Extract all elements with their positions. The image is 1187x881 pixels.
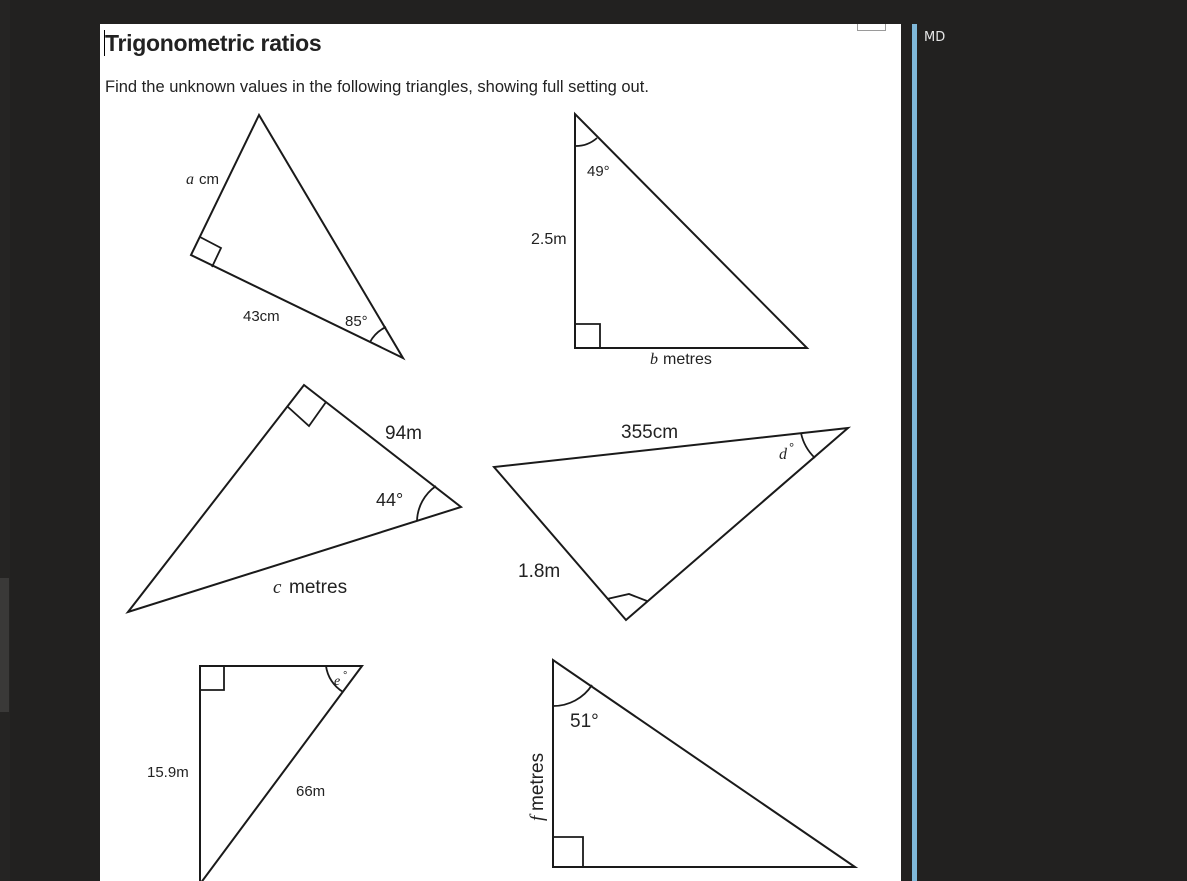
triangle-4 (494, 428, 848, 620)
t6-side-var: f (527, 815, 548, 821)
t5-angle-var: e (334, 674, 341, 689)
t1-side-unit: cm (199, 171, 219, 188)
t3-side-unit: metres (289, 577, 348, 598)
t2-side-known: 2.5m (531, 231, 567, 248)
triangle-1 (191, 115, 403, 358)
t3-side-known: 94m (385, 423, 422, 444)
t4-side-known: 355cm (621, 422, 679, 443)
side-panel (917, 24, 1187, 881)
left-scrollbar-thumb[interactable] (0, 578, 9, 712)
document-page (100, 24, 901, 881)
t2-angle: 49° (587, 163, 610, 180)
triangle-2 (575, 114, 807, 348)
page-title: Trigonometric ratios (105, 30, 322, 56)
t2-side-unit: metres (663, 351, 712, 368)
t5-side-known: 15.9m (147, 764, 189, 781)
t4-side-known2: 1.8m (518, 561, 561, 582)
triangle-6 (553, 660, 855, 867)
t5-degree: ° (343, 670, 348, 682)
left-gutter (0, 0, 10, 881)
t6-side-unit: metres (527, 752, 548, 811)
t1-angle: 85° (345, 313, 368, 330)
t3-side-var: c (273, 577, 282, 598)
t5-side-known2: 66m (296, 783, 326, 800)
t3-angle: 44° (376, 490, 404, 510)
t4-degree: ° (789, 440, 795, 455)
md-label: MD (924, 30, 946, 45)
t6-angle: 51° (570, 711, 599, 732)
t4-angle-var: d (779, 446, 787, 463)
triangle-5 (200, 666, 362, 881)
t2-side-var: b (650, 351, 658, 368)
t1-side-var: a (186, 171, 194, 188)
instruction-text: Find the unknown values in the following triangles, showing full setting out. (105, 78, 649, 96)
page-corner-marker (857, 24, 886, 31)
triangles-figure (100, 24, 901, 881)
t1-side-known: 43cm (243, 308, 280, 325)
